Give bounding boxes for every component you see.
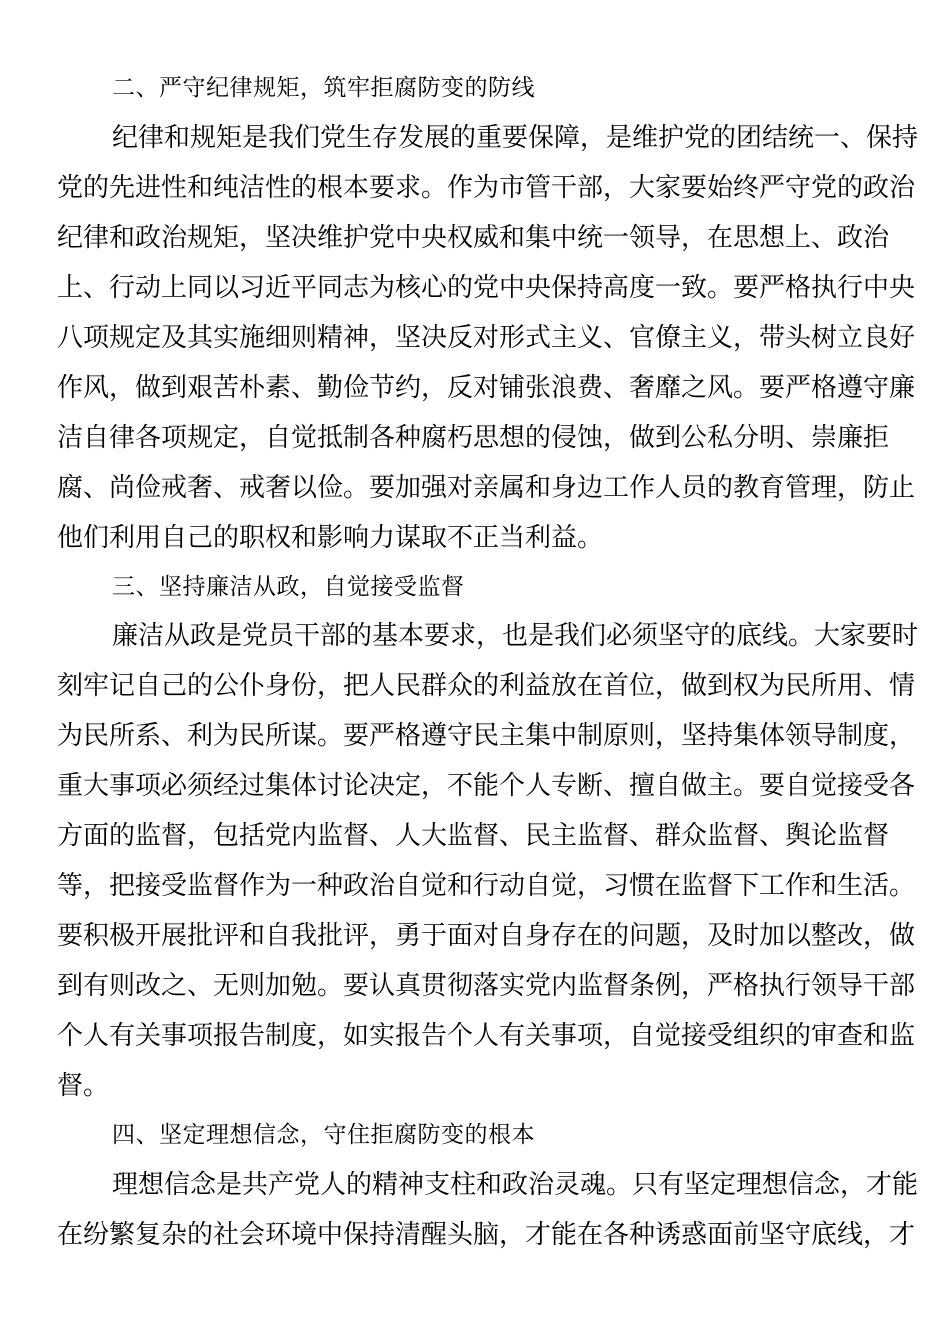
paragraph-line: 要积极开展批评和自我批评，勇于面对自身存在的问题，及时加以整改，做 xyxy=(57,921,916,951)
paragraph-line: 作风，做到艰苦朴素、勤俭节约，反对铺张浪费、奢靡之风。要严格遵守廉 xyxy=(57,373,916,403)
paragraph-line: 纪律和规矩是我们党生存发展的重要保障，是维护党的团结统一、保持 xyxy=(112,123,919,153)
section-heading: 四、坚定理想信念，守住拒腐防变的根本 xyxy=(112,1122,535,1148)
paragraph-line: 腐、尚俭戒奢、戒奢以俭。要加强对亲属和身边工作人员的教育管理，防止 xyxy=(57,473,916,503)
paragraph-line: 等，把接受监督作为一种政治自觉和行动自觉，习惯在监督下工作和生活。 xyxy=(57,871,916,901)
paragraph-line: 八项规定及其实施细则精神，坚决反对形式主义、官僚主义，带头树立良好 xyxy=(57,323,916,353)
paragraph-line: 他们利用自己的职权和影响力谋取不正当利益。 xyxy=(57,523,604,553)
paragraph-line: 个人有关事项报告制度，如实报告个人有关事项，自觉接受组织的审查和监 xyxy=(57,1021,916,1051)
paragraph-line: 刻牢记自己的公仆身份，把人民群众的利益放在首位，做到权为民所用、情 xyxy=(57,671,916,701)
paragraph-line: 纪律和政治规矩，坚决维护党中央权威和集中统一领导，在思想上、政治 xyxy=(57,223,890,253)
paragraph-line: 方面的监督，包括党内监督、人大监督、民主监督、群众监督、舆论监督 xyxy=(57,821,890,851)
section-heading: 三、坚持廉洁从政，自觉接受监督 xyxy=(112,574,465,600)
paragraph-line: 为民所系、利为民所谋。要严格遵守民主集中制原则，坚持集体领导制度， xyxy=(57,721,916,751)
paragraph-line: 督。 xyxy=(57,1071,110,1101)
paragraph-line: 在纷繁复杂的社会环境中保持清醒头脑，才能在各种诱惑面前坚守底线，才 xyxy=(57,1220,916,1250)
paragraph-line: 上、行动上同以习近平同志为核心的党中央保持高度一致。要严格执行中央 xyxy=(57,273,916,303)
paragraph-line: 廉洁从政是党员干部的基本要求，也是我们必须坚守的底线。大家要时 xyxy=(112,621,919,651)
section-heading: 二、严守纪律规矩，筑牢拒腐防变的防线 xyxy=(112,75,535,101)
paragraph-line: 重大事项必须经过集体讨论决定，不能个人专断、擅自做主。要自觉接受各 xyxy=(57,771,916,801)
paragraph-line: 到有则改之、无则加勉。要认真贯彻落实党内监督条例，严格执行领导干部 xyxy=(57,971,916,1001)
paragraph-line: 理想信念是共产党人的精神支柱和政治灵魂。只有坚定理想信念，才能 xyxy=(112,1170,919,1200)
paragraph-line: 党的先进性和纯洁性的根本要求。作为市管干部，大家要始终严守党的政治 xyxy=(57,173,916,203)
paragraph-line: 洁自律各项规定，自觉抵制各种腐朽思想的侵蚀，做到公私分明、崇廉拒 xyxy=(57,423,890,453)
